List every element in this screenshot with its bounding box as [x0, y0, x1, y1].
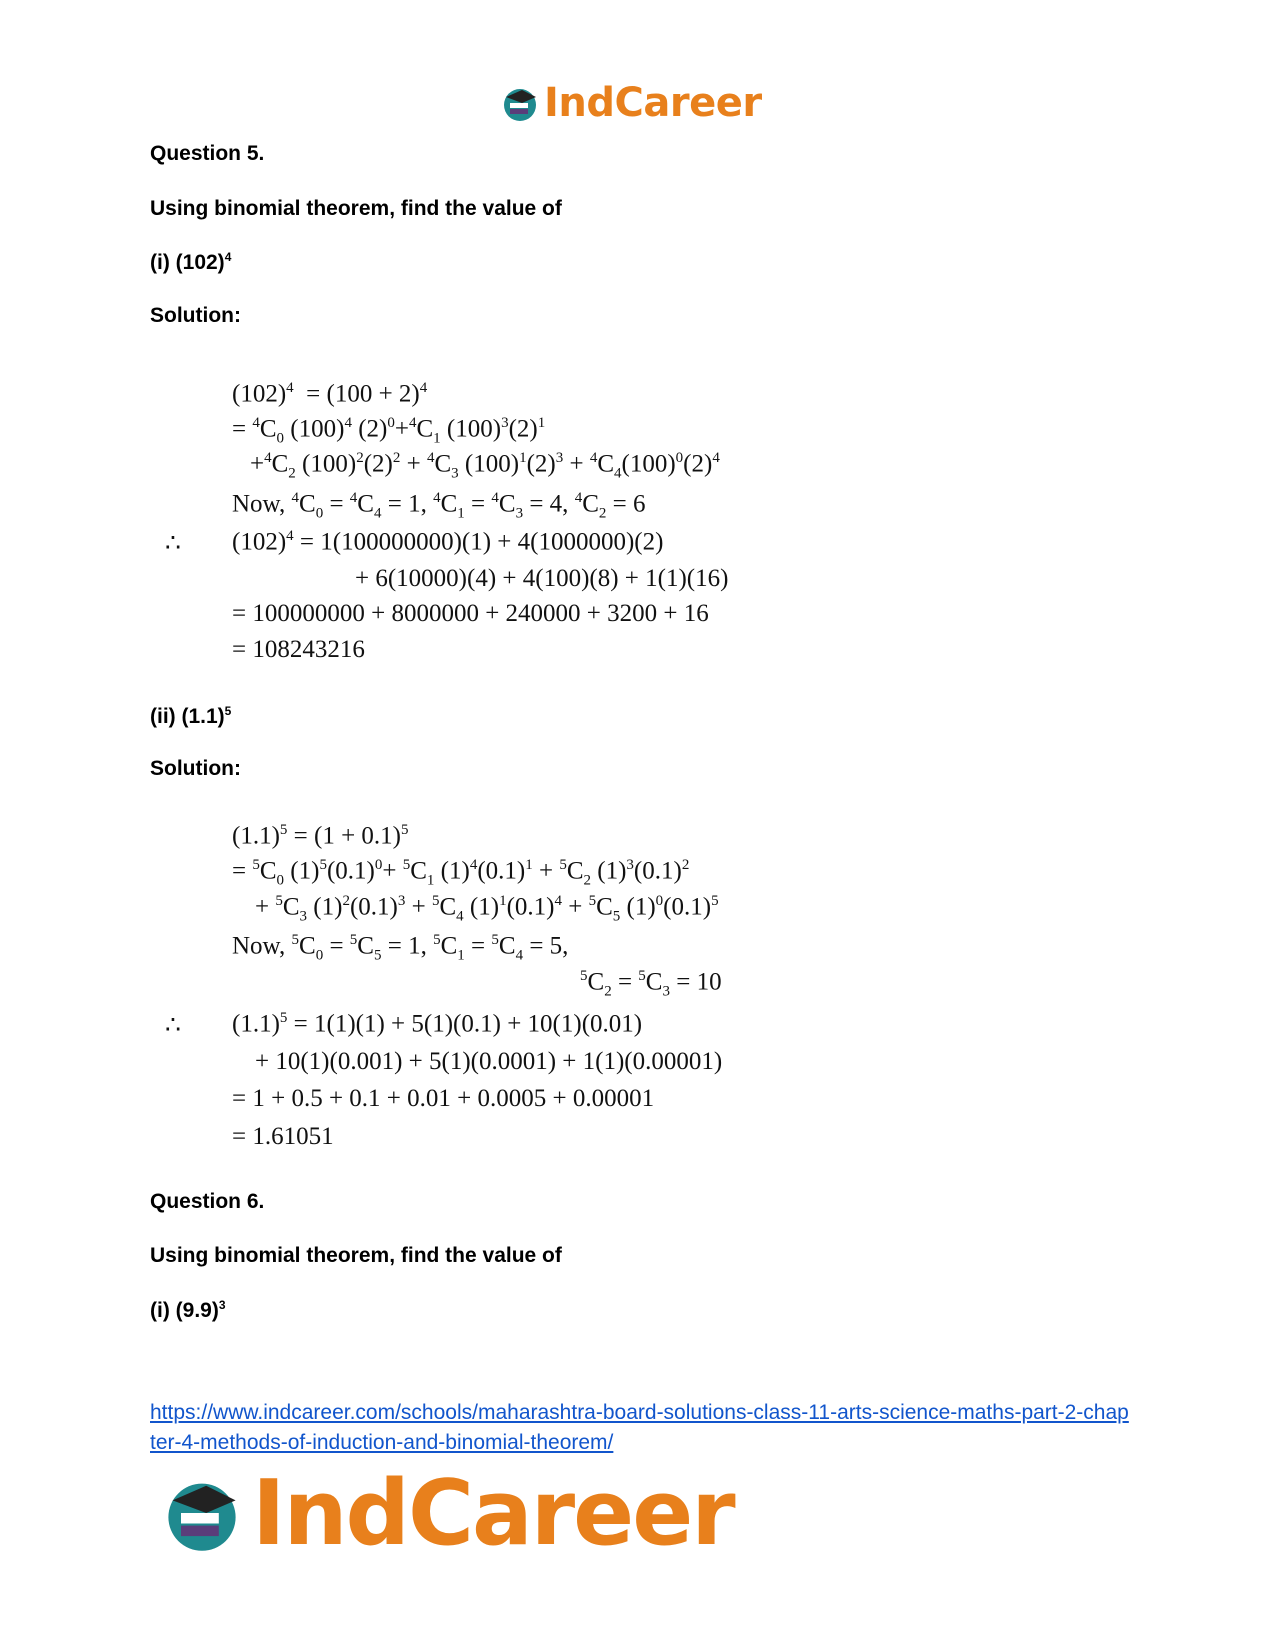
solution-label: Solution:	[150, 757, 241, 780]
math-line: $(1.1)^5 = 1(1)(1) + 5(1)(0.1) + 10(1)(0.01)$	[232, 1010, 643, 1038]
indcareer-logo-bottom	[160, 1460, 734, 1566]
question-5-part-i: (i) $(102)^4$	[150, 250, 232, 274]
math-line: + 10(1)(0.001) + 5(1)(0.0001) + 1(1)(0.00001)	[255, 1048, 723, 1075]
brand-name: IndCareer	[544, 80, 762, 126]
math-line: Now, $^5C_0 = ^5C_5 = 1$, $^5C_1 = ^5C_4 = 5$,	[232, 932, 569, 964]
math-line: + 6(10000)(4) + 4(100)(8) + 1(1)(16)	[355, 565, 729, 592]
question-6-title: Question 6.	[150, 1190, 265, 1213]
math-line: $(102)^4 = (100 + 2)^4$	[232, 380, 428, 408]
math-line: $(1.1)^5 = (1 + 0.1)^5$	[232, 822, 409, 850]
math-line: = $^5C_0$ $(1)^5(0.1)^0+ ^5C_1$ $(1)^4(0.1)^1 + ^5C_2$ $(1)^3(0.1)^2$	[232, 857, 690, 889]
question-5-prompt: Using binomial theorem, find the value of	[150, 197, 562, 220]
question-5-part-ii: (ii) $(1.1)^5$	[150, 704, 232, 728]
graduation-cap-icon	[500, 83, 540, 123]
math-line: = 100000000 + 8000000 + 240000 + 3200 + 16	[232, 600, 709, 627]
math-line: = 1.61051	[232, 1123, 334, 1150]
question-5-title: Question 5.	[150, 142, 265, 165]
math-line: + $^5C_3$ $(1)^2(0.1)^3 + ^5C_4$ $(1)^1(0.1)^4 + ^5C_5$ $(1)^0(0.1)^5$	[255, 893, 719, 925]
math-line: = 1 + 0.5 + 0.1 + 0.01 + 0.0005 + 0.00001	[232, 1085, 655, 1112]
math-line: = $^4C_0$ $(100)^4$ $(2)^0+^4C_1$ $(100)^3(2)^1$	[232, 415, 546, 447]
math-line: $(102)^4 = 1(100000000)(1) + 4(1000000)(2)$	[232, 528, 664, 556]
solution-label: Solution:	[150, 304, 241, 327]
therefore-symbol: ∴	[165, 530, 181, 557]
source-link[interactable]: https://www.indcareer.com/schools/maharashtra-board-solutions-class-11-arts-science-maths-part-2-chapter-4-methods-of-induction-and-binomial-theorem/	[150, 1401, 1129, 1454]
question-6-part-i: (i) $(9.9)^3$	[150, 1298, 226, 1322]
math-line: = 108243216	[232, 636, 365, 663]
indcareer-logo-top	[500, 78, 762, 128]
therefore-symbol: ∴	[165, 1012, 181, 1039]
graduation-cap-icon	[160, 1471, 244, 1555]
brand-name: IndCareer	[252, 1460, 734, 1566]
math-line: $+^4C_2$ $(100)^2(2)^2 + ^4C_3$ $(100)^1(2)^3 + ^4C_4(100)^0(2)^4$	[250, 450, 720, 482]
math-line: Now, $^4C_0 = ^4C_4 = 1$, $^4C_1 = ^4C_3 = 4$, $^4C_2 = 6$	[232, 490, 646, 522]
question-6-prompt: Using binomial theorem, find the value of	[150, 1244, 562, 1267]
math-line: $^5C_2 = ^5C_3 = 10$	[580, 968, 722, 1000]
